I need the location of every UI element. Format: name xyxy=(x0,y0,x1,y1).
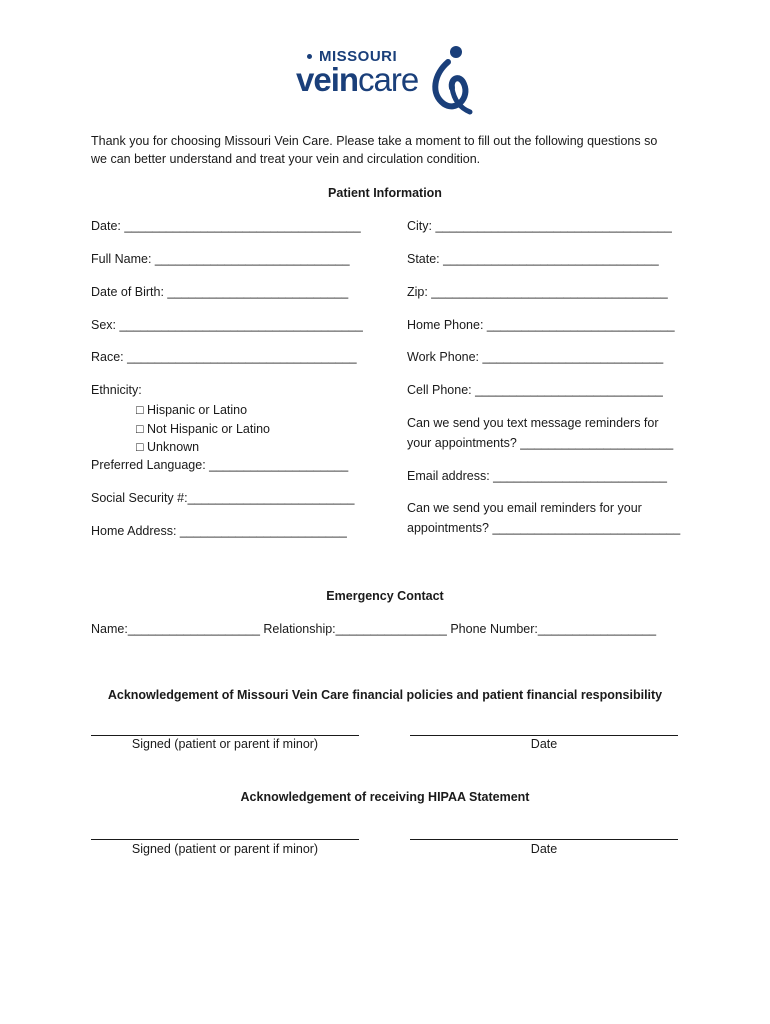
full-name-field[interactable]: Full Name: ____________________________ xyxy=(91,252,350,266)
sex-field[interactable]: Sex: ___________________________________ xyxy=(91,318,363,332)
emergency-contact-fields[interactable]: Name:___________________ Relationship:________________ Phone Number:_________________ xyxy=(91,622,657,636)
state-field[interactable]: State: _______________________________ xyxy=(407,252,659,266)
financial-acknowledgement-heading: Acknowledgement of Missouri Vein Care financial policies and patient financial responsibility xyxy=(107,688,663,702)
logo-missouri-text: MISSOURI xyxy=(319,48,398,65)
financial-signed-label: Signed (patient or parent if minor) xyxy=(131,737,319,751)
text-reminder-question: Can we send you text message reminders for xyxy=(407,416,659,430)
social-security-field[interactable]: Social Security #:________________________ xyxy=(91,491,355,505)
financial-signature-line[interactable] xyxy=(91,735,359,736)
ethnicity-label: Ethnicity: xyxy=(91,383,142,397)
logo-vein-text: vein xyxy=(296,61,359,98)
work-phone-field[interactable]: Work Phone: __________________________ xyxy=(407,350,664,364)
intro-line-1: Thank you for choosing Missouri Vein Care. Please take a moment to fill out the following questions so xyxy=(91,134,658,148)
figure-swirl-icon xyxy=(426,44,476,116)
hipaa-date-line[interactable] xyxy=(410,839,678,840)
hipaa-signed-label: Signed (patient or parent if minor) xyxy=(131,842,319,856)
ethnicity-option-not-hispanic[interactable]: □ Not Hispanic or Latino xyxy=(136,422,271,436)
hipaa-date-label: Date xyxy=(530,842,558,856)
logo-care-text: care xyxy=(358,61,419,98)
preferred-language-field[interactable]: Preferred Language: ____________________ xyxy=(91,458,349,472)
hipaa-signature-line[interactable] xyxy=(91,839,359,840)
missouri-vein-care-logo xyxy=(294,44,480,116)
date-field[interactable]: Date: __________________________________ xyxy=(91,219,361,233)
ethnicity-option-hispanic[interactable]: □ Hispanic or Latino xyxy=(136,403,248,417)
zip-field[interactable]: Zip: __________________________________ xyxy=(407,285,668,299)
cell-phone-field[interactable]: Cell Phone: ___________________________ xyxy=(407,383,663,397)
email-reminder-question: Can we send you email reminders for your xyxy=(407,501,642,515)
emergency-contact-heading: Emergency Contact xyxy=(326,589,444,603)
hipaa-acknowledgement-heading: Acknowledgement of receiving HIPAA Statement xyxy=(240,790,530,804)
financial-date-label: Date xyxy=(530,737,558,751)
logo-dot xyxy=(307,54,312,59)
date-of-birth-field[interactable]: Date of Birth: __________________________ xyxy=(91,285,349,299)
text-reminder-field[interactable]: your appointments? ______________________ xyxy=(407,436,674,450)
city-field[interactable]: City: __________________________________ xyxy=(407,219,672,233)
financial-date-line[interactable] xyxy=(410,735,678,736)
ethnicity-option-unknown[interactable]: □ Unknown xyxy=(136,440,200,454)
intro-line-2: we can better understand and treat your vein and circulation condition. xyxy=(91,152,481,166)
email-reminder-field[interactable]: appointments? ___________________________ xyxy=(407,521,681,535)
home-address-field[interactable]: Home Address: ________________________ xyxy=(91,524,347,538)
patient-information-heading: Patient Information xyxy=(328,186,442,200)
race-field[interactable]: Race: _________________________________ xyxy=(91,350,357,364)
home-phone-field[interactable]: Home Phone: ___________________________ xyxy=(407,318,675,332)
logo-wordmark xyxy=(296,62,418,98)
email-address-field[interactable]: Email address: _________________________ xyxy=(407,469,667,483)
